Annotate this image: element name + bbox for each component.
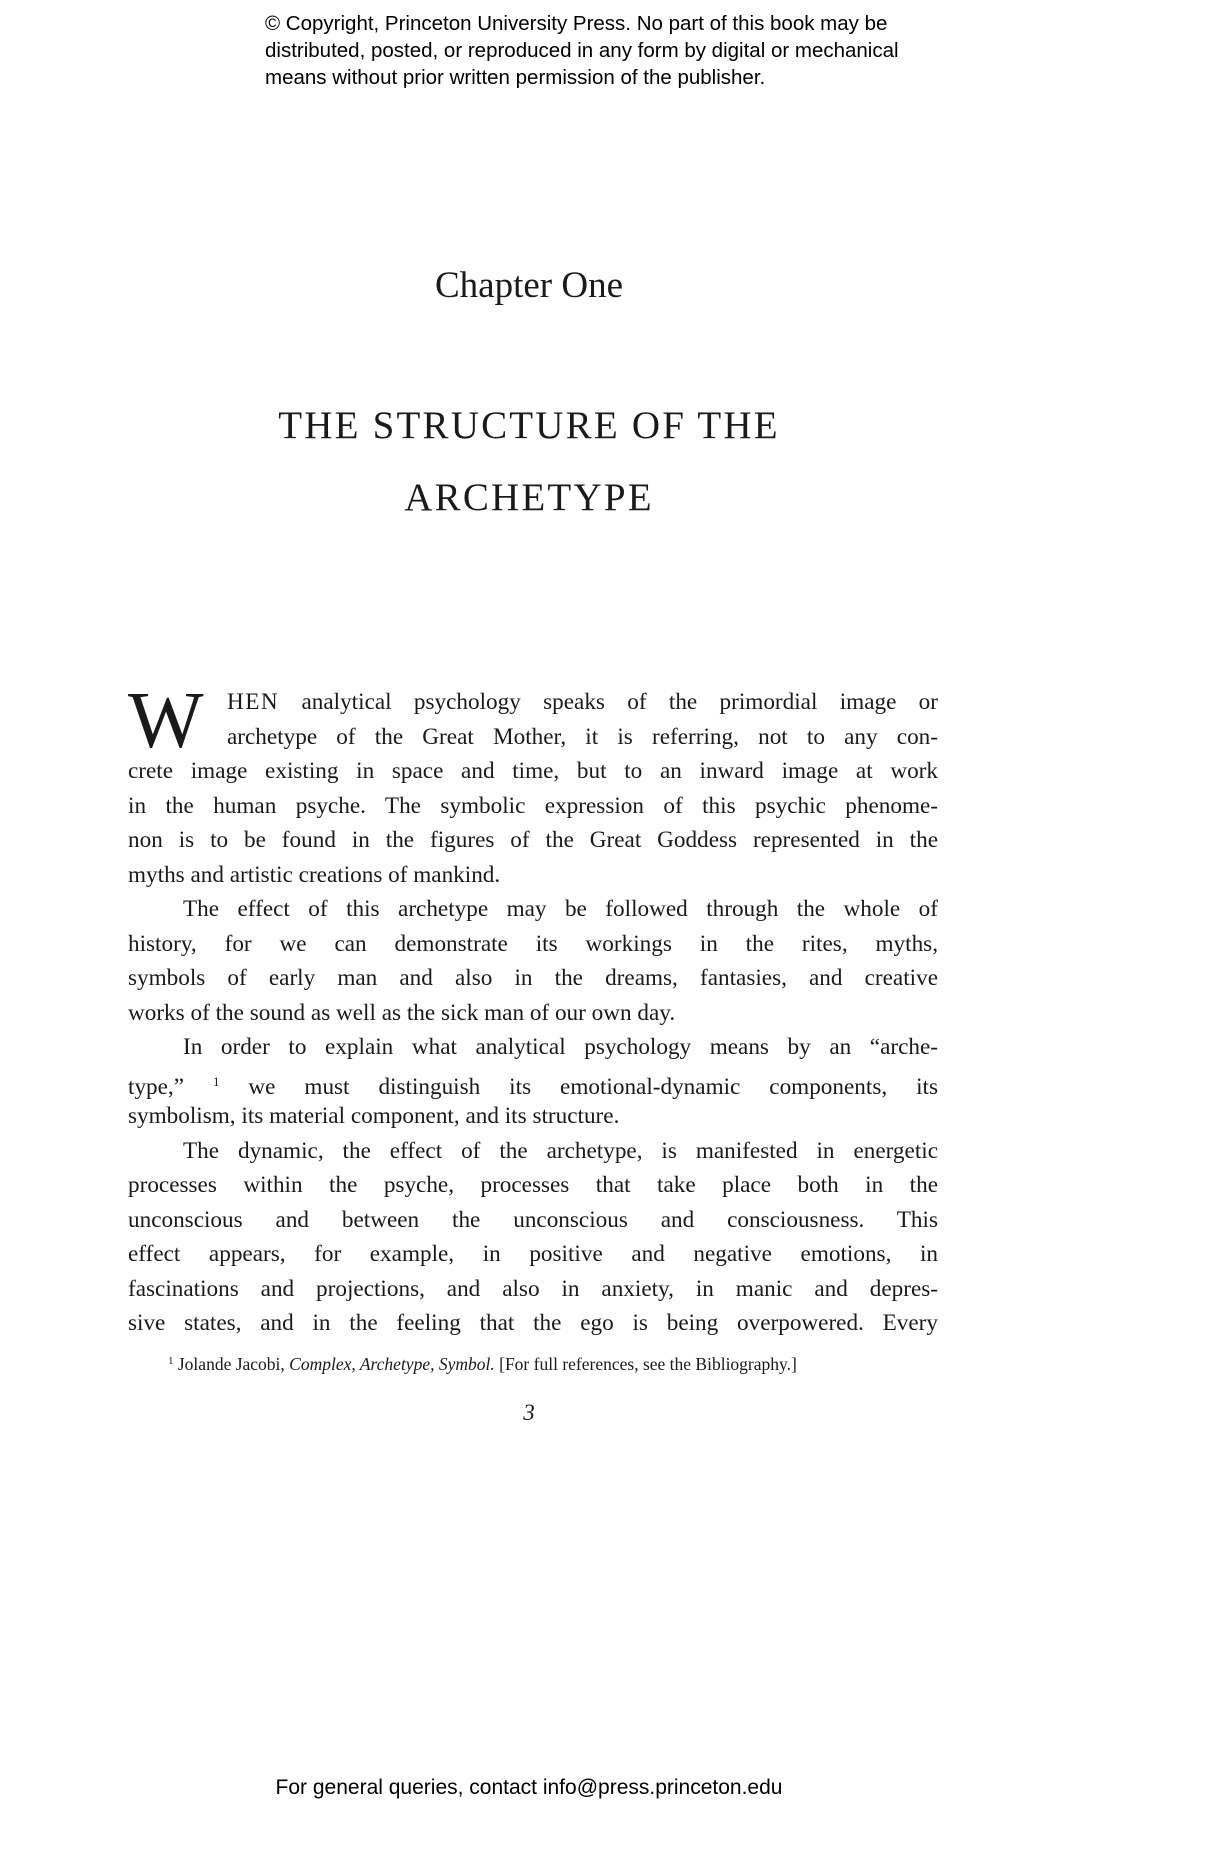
text-line: non is to be found in the figures of the Great Goddess represented in the	[128, 827, 938, 853]
text-line: in the human psyche. The symbolic expression of this psychic phenome-	[128, 792, 938, 819]
text-line: In order to explain what analytical psychology means by an “arche-	[183, 1034, 938, 1060]
footnote-reference[interactable]: 1	[212, 1073, 220, 1089]
text-line: archetype of the Great Mother, it is referring, not to any con-	[227, 723, 938, 750]
text-line: sive states, and in the feeling that the ego is being overpowered. Every	[128, 1310, 938, 1336]
footnote-work-title: Complex, Archetype, Symbol.	[289, 1354, 495, 1374]
text-line: processes within the psyche, processes that take place both in the	[128, 1172, 938, 1198]
text-line: unconscious and between the unconscious and consciousness. This	[128, 1206, 938, 1233]
text-line	[128, 1065, 938, 1100]
page-number: 3	[523, 1400, 535, 1425]
text-line: symbolism, its material component, and its structure.	[128, 1103, 620, 1129]
footnote-author: Jolande Jacobi,	[177, 1354, 285, 1374]
text-line: works of the sound as well as the sick man of our own day.	[128, 999, 676, 1026]
text-line: The effect of this archetype may be followed through the whole of	[183, 896, 938, 922]
text-line: fascinations and projections, and also in anxiety, in manic and depres-	[128, 1275, 938, 1302]
text-fragment: we must distinguish its emotional-dynamic components, its	[248, 1073, 938, 1100]
chapter-title	[0, 390, 1058, 534]
chapter-label: Chapter One	[434, 265, 624, 306]
copyright-line: distributed, posted, or reproduced in any form by digital or mechanical	[265, 39, 899, 62]
copyright-line: © Copyright, Princeton University Press. No part of this book may be	[265, 12, 888, 35]
general-queries-footer: For general queries, contact info@press.princeton.edu	[275, 1776, 783, 1799]
text-line	[128, 685, 938, 720]
text-line: history, for we can demonstrate its workings in the rites, myths,	[128, 930, 938, 957]
body-text	[128, 677, 938, 1341]
footnote-marker: 1	[168, 1355, 174, 1367]
text-line: symbols of early man and also in the dreams, fantasies, and creative	[128, 965, 938, 991]
footnote	[168, 1349, 948, 1376]
text-line: The dynamic, the effect of the archetype, is manifested in energetic	[183, 1137, 938, 1164]
lead-word: HEN	[227, 689, 280, 715]
chapter-title-line: THE STRUCTURE OF THE	[278, 404, 780, 447]
text-fragment: analytical psychology speaks of the primordial image or	[301, 689, 938, 715]
chapter-title-line: ARCHETYPE	[404, 476, 654, 519]
text-line: effect appears, for example, in positive and negative emotions, in	[128, 1241, 938, 1267]
text-line: myths and artistic creations of mankind.	[128, 861, 501, 888]
footnote-note: [For full references, see the Bibliography.]	[499, 1354, 797, 1374]
copyright-line: means without prior written permission of the publisher.	[265, 66, 766, 89]
text-line: crete image existing in space and time, but to an inward image at work	[128, 758, 938, 784]
text-fragment: type,”	[128, 1073, 185, 1100]
copyright-notice	[265, 10, 1025, 91]
drop-cap: W	[128, 677, 204, 765]
